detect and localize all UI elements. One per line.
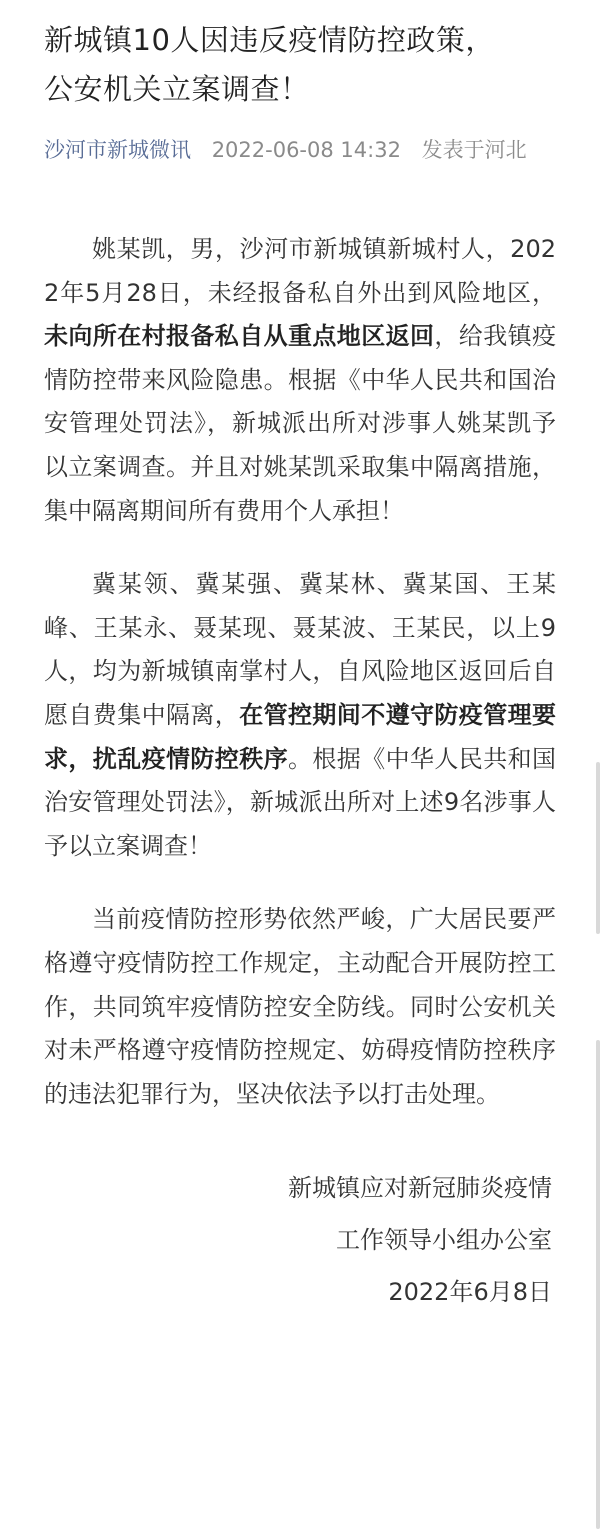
- signature-line-1: 新城镇应对新冠肺炎疫情: [288, 1174, 552, 1203]
- paragraph-2-text-1: 冀某领、冀某强、冀某林、冀某国、王某峰、王某永、聂某现、聂某波、王某民，以上9人，均为新城镇南掌村人，自风险地区返回后自愿自费集中隔离，: [44, 570, 556, 729]
- publish-location: 发表于河北: [421, 138, 527, 162]
- article-title-line2: 公安机关立案调查！: [44, 72, 310, 106]
- paragraph-3: [44, 898, 556, 1116]
- publish-datetime: 2022-06-08 14:32: [211, 138, 401, 162]
- scrollbar-thumb-lower[interactable]: [596, 1040, 600, 1529]
- signature-date: 2022年6月8日: [388, 1278, 552, 1307]
- article-title: [44, 16, 556, 114]
- paragraph-1: [44, 228, 556, 533]
- paragraph-1-text-1: 姚某凯，男，沙河市新城镇新城村人，2022年5月28日，未经报备私自外出到风险地区，: [44, 235, 556, 307]
- paragraph-2-text-2: 。根据《中华人民共和国治安管理处罚法》，新城派出所对上述9名涉事人予以立案调查！: [44, 744, 556, 860]
- paragraph-2: [44, 563, 556, 868]
- signature-block: [44, 1162, 556, 1318]
- article-body: [44, 228, 556, 1116]
- paragraph-2-bold-1: 在管控期间不遵守防疫管理要求，扰乱疫情防控秩序: [44, 700, 557, 773]
- signature-line-2: 工作领导小组办公室: [336, 1226, 552, 1255]
- article-meta: [44, 136, 556, 164]
- paragraph-1-text-2: ，给我镇疫情防控带来风险隐患。根据《中华人民共和国治安管理处罚法》，新城派出所对涉事人姚某凯予以立案调查。并且对姚某凯采取集中隔离措施，集中隔离期间所有费用个人承担！: [44, 322, 557, 525]
- article-title-line1: 新城镇10人因违反疫情防控政策，: [44, 23, 495, 57]
- account-name-link[interactable]: 沙河市新城微讯: [44, 138, 191, 162]
- paragraph-1-bold-1: 未向所在村报备私自从重点地区返回: [44, 322, 435, 351]
- paragraph-3-text-1: 当前疫情防控形势依然严峻，广大居民要严格遵守疫情防控工作规定，主动配合开展防控工作，共同筑牢疫情防控安全防线。同时公安机关对未严格遵守疫情防控规定、妨碍疫情防控秩序的违法犯罪行为，坚决依法予以打击处理。: [44, 905, 556, 1108]
- scrollbar-thumb-upper[interactable]: [596, 762, 600, 934]
